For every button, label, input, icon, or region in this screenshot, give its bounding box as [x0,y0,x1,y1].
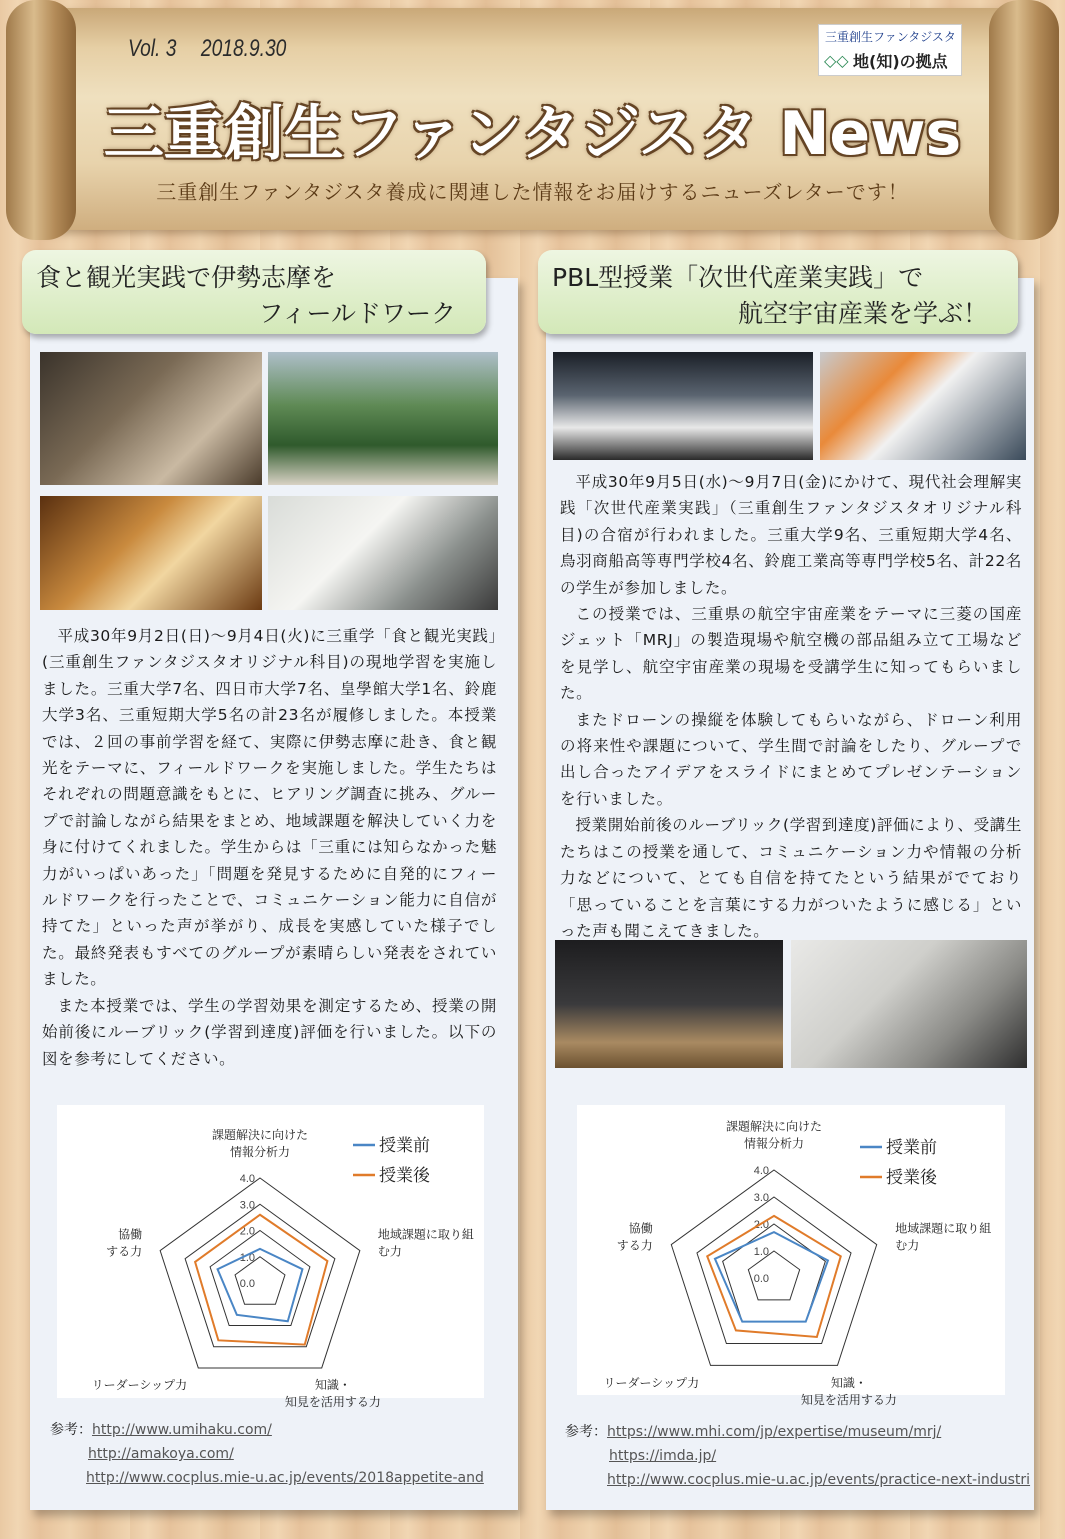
left-heading-line2: フィールドワーク [258,299,456,328]
radar-axis-label [801,1376,897,1407]
ref-link[interactable]: http://amakoya.com/ [88,1446,234,1462]
photo-wooden-hall [40,496,262,610]
radar-axis-label-line: む力 [895,1238,920,1253]
radar-axis-label-line: 知識・ [830,1376,867,1391]
logo [818,24,962,76]
radar-tick-label: 1.0 [239,1251,255,1264]
radar-axis-label-line: 情報分析力 [229,1145,291,1160]
radar-tick-label: 1.0 [753,1246,769,1258]
right-article-heading [538,250,1018,334]
radar-axis-label-line: 地域課題に取り組 [895,1221,992,1236]
right-paragraph: またドローンの操縦を体験してもらいながら、ドローン利用の将来性や課題について、学生間で討論をしたり、グループで出し合ったアイデアをスライドにまとめてプレゼンテーションを行いました。 [560,710,1022,808]
left-paragraph: また本授業では、学生の学習効果を測定するため、授業の開始前後にルーブリック(学習到達度)評価を行いました。以下の図を参考にしてください。 [42,996,497,1068]
ref-link[interactable]: http://www.cocplus.mie-u.ac.jp/events/practice-next-industri [607,1472,1031,1488]
left-radar-chart [57,1105,484,1410]
right-heading-line2: 航空宇宙産業を学ぶ！ [737,299,988,328]
newsletter-subtitle: 三重創生ファンタジスタ養成に関連した情報をお届けするニューズレターです！ [156,180,909,204]
photo-group-helicopter [820,352,1026,460]
radar-axis-label [106,1227,142,1259]
radar-tick-label: 2.0 [753,1219,769,1231]
ref-label: 参考： [50,1422,92,1438]
left-references [50,1418,510,1490]
radar-axis-label-line: む力 [377,1244,402,1259]
photo-cooking [40,352,262,485]
radar-series-line [218,1249,303,1321]
right-heading-line1: PBL型授業「次世代産業実践」で [552,263,924,292]
logo-subtext: 地(知)の拠点 [853,52,948,71]
radar-grid-ring [210,1231,310,1326]
ref-link[interactable]: http://www.umihaku.com/ [92,1422,272,1438]
radar-axis-label [92,1377,188,1392]
radar-tick-label: 0.0 [239,1278,255,1290]
radar-tick-label: 2.0 [239,1225,255,1238]
ref-link[interactable]: http://www.cocplus.mie-u.ac.jp/events/2018appetite-and [86,1470,484,1486]
radar-tick-label: 0.0 [753,1273,769,1285]
legend-label: 授業前 [379,1136,430,1156]
legend-label: 授業後 [379,1166,430,1186]
photo-group-mrj [553,352,813,460]
radar-axis-label [285,1378,381,1409]
ref-link[interactable]: https://www.mhi.com/jp/expertise/museum/mrj/ [607,1424,942,1440]
right-article-body [560,469,1022,944]
radar-tick-label: 4.0 [239,1173,255,1185]
radar-axis-label [378,1227,474,1259]
photo-lecturer [791,940,1027,1068]
radar-tick-label: 3.0 [753,1192,769,1204]
radar-tick-label: 4.0 [753,1165,769,1177]
legend-label: 授業後 [886,1168,937,1188]
radar-axis-label-line: リーダーシップ力 [603,1376,700,1391]
radar-axis-label [726,1119,822,1151]
right-references [565,1420,1031,1492]
logo-text: 三重創生ファンタジスタ [825,30,956,44]
left-article-body [42,623,497,1072]
radar-axis-label-line: 地域課題に取り組 [377,1227,474,1242]
radar-axis-label [617,1221,653,1253]
radar-axis-label-line: 課題解決に向けた [211,1128,309,1143]
left-paragraph: 平成30年9月2日(日)～9月4日(火)に三重学「食と観光実践」(三重創生ファンタジスタオリジナル科目)の現地学習を実施しました。三重大学7名、四日市大学7名、皇學館大学1名、鈴鹿大学3名、三重短期大学5名の計23名が履修しました。本授業では、２回の事前学習を経て、実際に伊勢志摩に赴き、食と観光をテーマに、フィールドワークを実施しました。学生たちはそれぞれの問題意識をもとに、ヒアリング調査に挑み、グループで討論しながら結果をまとめ、地域課題を解決していく力を身に付けてくれました。学生からは「三重には知らなかった魅力がいっぱいあった」「問題を発見するために自発的にフィールドワークを行ったことで、コミュニケーション能力に自信が持てた」といった声が挙がり、成長を実感していた様子でした。最終発表もすべてのグループが素晴らしい発表をされていました。 [42,627,497,989]
radar-svg [577,1105,1005,1408]
right-paragraph: 平成30年9月5日(水)～9月7日(金)にかけて、現代社会理解実践「次世代産業実践」（三重創生ファンタジスタオリジナル科目)の合宿が行われました。三重大学9名、三重短期大学4名、鳥羽商船高等専門学校4名、鈴鹿工業高等専門学校5名、計22名の学生が参加しました。 [560,473,1022,597]
radar-axis-label [604,1375,700,1390]
left-heading-line1: 食と観光実践で伊勢志摩を [36,263,337,292]
radar-tick-label: 3.0 [239,1199,255,1212]
radar-axis-label [895,1221,991,1253]
right-paragraph: 授業開始前後のルーブリック(学習到達度)評価により、受講生たちはこの授業を通して、コミュニケーション力や情報の分析力などについて、とても自信を持てたという結果がでており「思っていることを言葉にする力がついたように感じる」といった声も聞こえてきました。 [560,816,1022,940]
radar-series-line [715,1232,828,1322]
radar-axis-label-line: する力 [106,1244,143,1259]
radar-axis-label-line: 協働 [118,1227,143,1242]
issue-volume-date: Vol. 3 2018.9.30 [128,35,287,62]
radar-axis-label-line: 協働 [628,1221,653,1236]
radar-axis-label [212,1127,308,1159]
radar-axis-label-line: 情報分析力 [743,1136,805,1151]
photo-shrine-fieldwork [268,352,498,485]
legend-label: 授業前 [886,1138,937,1158]
radar-axis-label-line: 知見を活用する力 [284,1395,381,1410]
logo-mark-icon: ◇◇ [824,51,849,70]
radar-axis-label-line: リーダーシップ力 [91,1378,188,1393]
radar-axis-label-line: 知識・ [314,1378,351,1393]
ref-label: 参考： [565,1424,607,1440]
radar-axis-label-line: 知見を活用する力 [800,1393,897,1408]
radar-axis-label-line: 課題解決に向けた [725,1119,823,1134]
right-radar-chart [577,1105,1005,1408]
photo-drone-stage [555,940,783,1068]
ref-link[interactable]: https://imda.jp/ [609,1448,717,1464]
left-article-heading [22,250,486,334]
newsletter-title: 三重創生ファンタジスタ News [103,99,962,169]
radar-svg [57,1105,484,1410]
right-paragraph: この授業では、三重県の航空宇宙産業をテーマに三菱の国産ジェット「MRJ」の製造現場や航空機の部品組み立て工場などを見学し、航空宇宙産業の現場を受講学生に知ってもらいました。 [560,605,1022,703]
photo-presentation [268,496,498,610]
radar-axis-label-line: する力 [616,1238,653,1253]
